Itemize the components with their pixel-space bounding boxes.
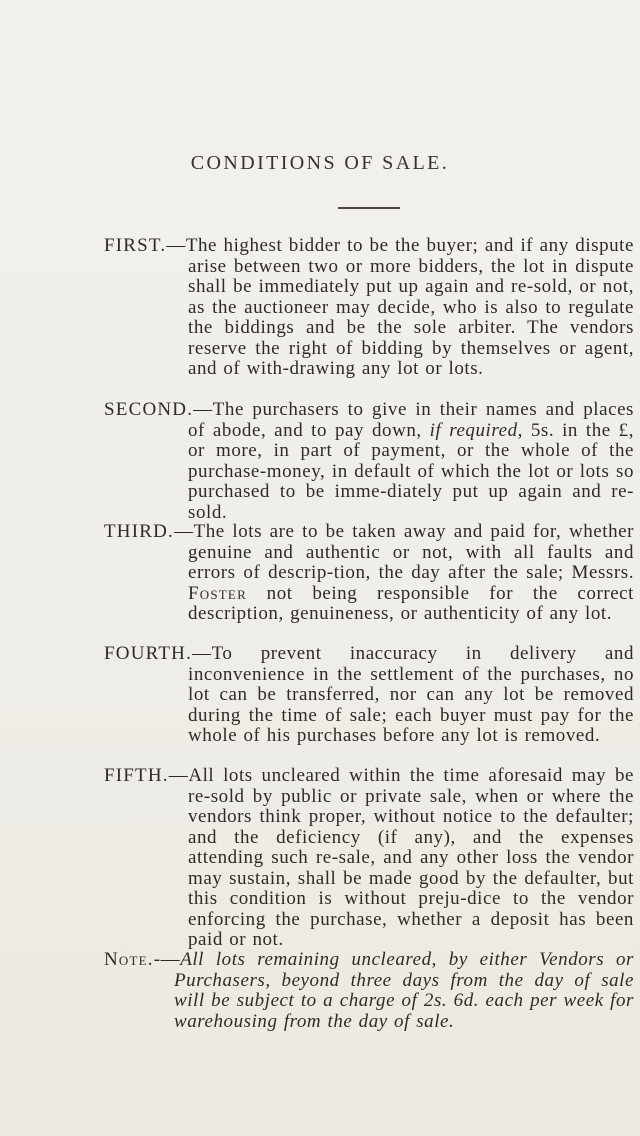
note-section	[104, 950, 634, 1032]
clause-second-dash: —	[193, 399, 213, 420]
clause-second-italic: if required,	[429, 419, 523, 441]
clause-third	[104, 522, 634, 625]
clause-second-heading: SECOND.	[104, 399, 194, 420]
note-paragraph	[104, 950, 634, 1032]
clause-first-text: The highest bidder to be the buyer; and if any dispute arise between two or more bidders, the lot in dispute shall be immediately put up again and re-sold, or not, as the auctioneer may decide, who is also to regulate the biddings and be the sole arbiter. The vendors reserve the right of bidding by themselves or agent, and of with-drawing any lot or lots.	[185, 235, 634, 379]
clause-first-dash: —	[166, 235, 186, 256]
clause-third-text-b: not being responsible for the correct description, genuineness, or authenticity of any lot.	[188, 582, 634, 624]
clause-third-heading: THIRD.	[104, 521, 174, 542]
note-heading: Note.	[104, 949, 154, 970]
clause-second-paragraph	[104, 400, 634, 523]
clause-fourth-paragraph	[104, 644, 634, 747]
clause-fifth-text: All lots uncleared within the time aforesaid may be re-sold by public or private sale, when or where the vendors think proper, without notice to the defaulter; and the deficiency (if any), and the expenses attending such re-sale, and any other loss the vendor may sustain, shall be made good by the defaulter, but this condition is without preju-dice to the vendor enforcing the purchase, whether a deposit has been paid or not.	[188, 765, 634, 950]
note-dash: -—	[153, 949, 181, 970]
clause-third-text-a: The lots are to be taken away and paid for, whether genuine and authentic or not, with all faults and errors of descrip-tion, the day after the sale; Messrs.	[188, 521, 634, 583]
clause-fourth	[104, 644, 634, 747]
clause-second-text-a: The purchasers to give in their names and places of abode, and to pay down,	[188, 399, 634, 441]
clause-first-paragraph	[104, 236, 634, 380]
title-divider	[338, 207, 400, 209]
clause-first	[104, 236, 634, 380]
note-text: All lots remaining uncleared, by either Vendors or Purchasers, beyond three days from the day of sale will be subject to a charge of 2s. 6d. each per week for warehousing from the day of sale.	[174, 949, 634, 1032]
page-title: CONDITIONS OF SALE.	[190, 152, 450, 174]
clause-fifth-dash: —	[168, 765, 189, 786]
clause-fourth-dash: —	[192, 643, 212, 664]
clause-third-dash: —	[174, 521, 194, 542]
clause-third-paragraph	[104, 522, 634, 625]
clause-first-heading: FIRST.	[104, 235, 167, 256]
clause-fifth	[104, 766, 634, 951]
clause-fourth-heading: FOURTH.	[104, 643, 193, 664]
clause-second	[104, 400, 634, 523]
clause-fourth-text: To prevent inaccuracy in delivery and inconvenience in the settlement of the purchases, no lot can be transferred, nor can any lot be removed during the time of sale; each buyer must pay for the whole of his purchases before any lot is removed.	[188, 643, 634, 746]
clause-fifth-paragraph	[104, 766, 634, 951]
clause-fifth-heading: FIFTH.	[104, 765, 169, 786]
clause-second-text-b: 5s. in the £, or more, in part of payment, or the whole of the purchase-money, in default of which the lot or lots so purchased to be imme-diately put up again and re-sold.	[188, 419, 634, 523]
clause-third-name: Foster	[188, 582, 247, 604]
